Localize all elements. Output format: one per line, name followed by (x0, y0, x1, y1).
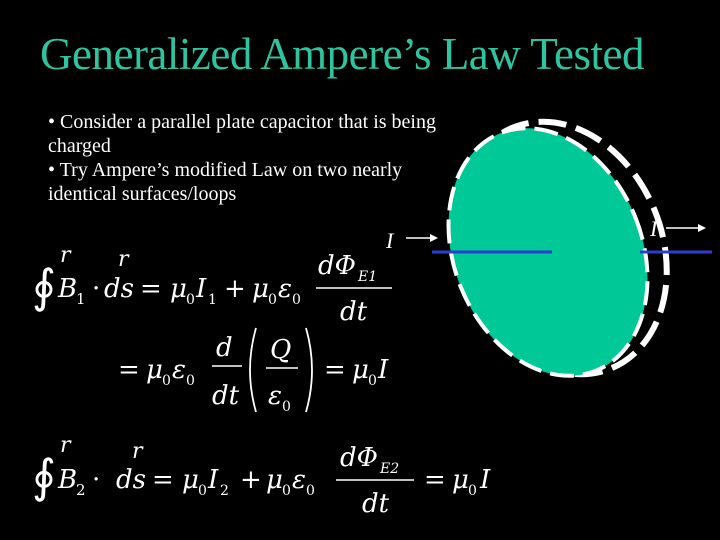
svg-text:·: · (92, 465, 101, 495)
svg-text:=: = (324, 355, 346, 385)
svg-text:0: 0 (282, 399, 291, 415)
current-label-right: I (650, 216, 658, 241)
svg-text:=: = (152, 465, 174, 495)
svg-text:0: 0 (468, 483, 477, 499)
svg-text:dΦ: dΦ (318, 251, 356, 281)
svg-text:2: 2 (76, 481, 86, 499)
svg-text:r: r (60, 243, 71, 268)
equation-2 (118, 328, 389, 415)
svg-text:=: = (140, 274, 162, 304)
svg-text:2: 2 (220, 483, 229, 499)
svg-text:0: 0 (282, 483, 291, 499)
svg-text:I: I (480, 465, 491, 495)
svg-text:r: r (118, 247, 129, 272)
svg-text:μ: μ (170, 274, 187, 304)
svg-text:B: B (58, 465, 78, 495)
svg-text:μ: μ (266, 465, 283, 495)
svg-text:I: I (378, 355, 389, 385)
svg-text:μ: μ (352, 355, 369, 385)
svg-text:dΦ: dΦ (340, 443, 378, 473)
svg-text:I: I (196, 274, 207, 304)
equation-3 (32, 433, 491, 519)
svg-text:r: r (60, 433, 71, 458)
current-label-left: I (386, 228, 394, 253)
svg-text:Q: Q (270, 335, 292, 365)
svg-text:+: + (240, 465, 262, 495)
svg-text:d: d (216, 333, 233, 363)
current-arrow-right (666, 224, 706, 232)
svg-text:E2: E2 (380, 461, 400, 477)
svg-text:0: 0 (162, 373, 171, 389)
svg-text:μ: μ (182, 465, 199, 495)
svg-text:dt: dt (362, 489, 390, 519)
svg-text:0: 0 (186, 292, 195, 308)
svg-text:0: 0 (292, 292, 301, 308)
svg-text:ε: ε (268, 381, 282, 411)
svg-text:μ: μ (452, 465, 469, 495)
slide-title: Generalized Ampere’s Law Tested (40, 29, 645, 79)
svg-text:ds: ds (104, 274, 134, 304)
svg-text:0: 0 (186, 373, 195, 389)
svg-text:ε: ε (278, 274, 292, 304)
svg-text:0: 0 (268, 292, 277, 308)
svg-text:E1: E1 (358, 269, 378, 285)
svg-text:0: 0 (306, 483, 315, 499)
svg-text:0: 0 (198, 483, 207, 499)
svg-text:ε: ε (172, 355, 186, 385)
svg-text:1: 1 (208, 292, 217, 308)
current-arrow-left (406, 234, 438, 242)
line-integral-sign-2: ∮ (32, 449, 56, 503)
svg-text:μ: μ (252, 274, 269, 304)
equation-1 (32, 243, 392, 327)
svg-text:ε: ε (292, 465, 306, 495)
svg-text:μ: μ (146, 355, 163, 385)
svg-text:1: 1 (76, 290, 86, 308)
bullet-1: • Consider a parallel plate capacitor that is being charged (48, 111, 436, 157)
svg-text:B: B (58, 274, 78, 304)
svg-text:dt: dt (340, 297, 368, 327)
svg-text:+: + (224, 274, 246, 304)
svg-text:dt: dt (212, 381, 240, 411)
svg-text:=: = (118, 355, 140, 385)
line-integral-sign-1: ∮ (32, 259, 56, 313)
svg-text:r: r (132, 439, 143, 464)
bullet-2: • Try Ampere’s modified Law on two nearly identical surfaces/loops (48, 159, 403, 205)
svg-text:=: = (424, 465, 446, 495)
svg-text:I: I (208, 465, 219, 495)
svg-text:0: 0 (368, 373, 377, 389)
svg-text:·: · (92, 274, 101, 304)
svg-text:ds: ds (116, 465, 146, 495)
